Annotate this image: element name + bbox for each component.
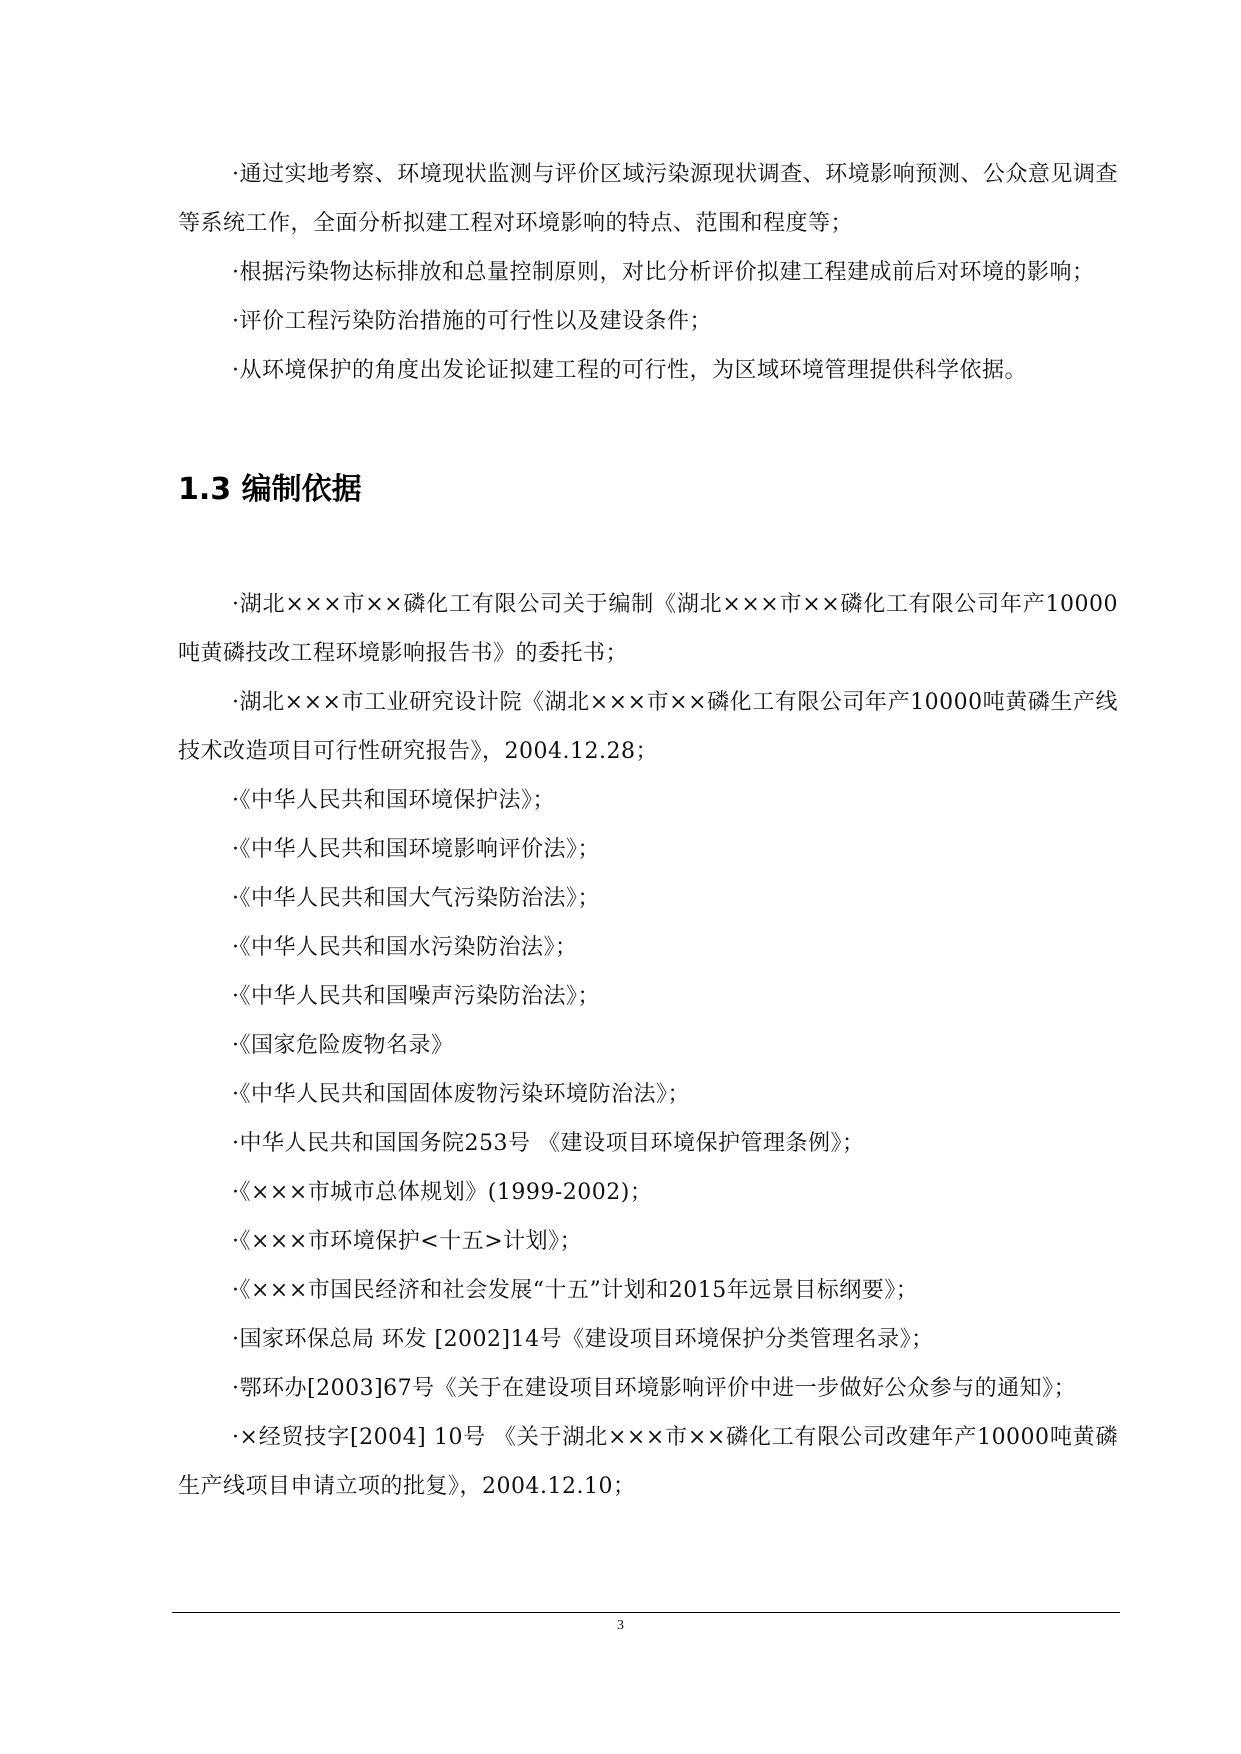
- basis-item: ·湖北×××市××磷化工有限公司关于编制《湖北×××市××磷化工有限公司年产10000吨黄磷技改工程环境影响报告书》的委托书；: [178, 592, 1118, 666]
- objectives-list: [178, 150, 1118, 395]
- basis-list: [178, 580, 1118, 1511]
- basis-item: ·《中华人民共和国水污染防治法》；: [232, 935, 578, 960]
- basis-item: ·《中华人民共和国环境影响评价法》；: [232, 837, 600, 862]
- basis-item: ·《×××市环境保护<十五>计划》；: [232, 1229, 583, 1254]
- objective-item-3: ·评价工程污染防治措施的可行性以及建设条件；: [232, 309, 712, 334]
- basis-item: ·《国家危险废物名录》: [232, 1033, 454, 1058]
- footer-divider: [172, 1612, 1120, 1613]
- basis-item: ·×经贸技字[2004] 10号 《关于湖北×××市××磷化工有限公司改建年产10000吨黄磷生产线项目申请立项的批复》，2004.12.10；: [178, 1425, 1118, 1499]
- objective-item-1: ·通过实地考察、环境现状监测与评价区域污染源现状调查、环境影响预测、公众意见调查等系统工作，全面分析拟建工程对环境影响的特点、范围和程度等；: [178, 162, 1118, 236]
- basis-item: ·中华人民共和国国务院253号 《建设项目环境保护管理条例》；: [232, 1131, 865, 1156]
- section-heading: 1.3 编制依据: [178, 472, 362, 507]
- objective-item-2: ·根据污染物达标排放和总量控制原则，对比分析评价拟建工程建成前后对环境的影响；: [232, 260, 1095, 285]
- basis-item: ·《×××市国民经济和社会发展“十五”计划和2015年远景目标纲要》；: [232, 1278, 919, 1303]
- basis-item: ·《中华人民共和国大气污染防治法》；: [232, 886, 600, 911]
- basis-item: ·《中华人民共和国固体废物污染环境防治法》；: [232, 1082, 690, 1107]
- basis-item: ·《中华人民共和国噪声污染防治法》；: [232, 984, 600, 1009]
- basis-item: ·《×××市城市总体规划》(1999-2002)；: [232, 1180, 653, 1205]
- page-number: 3: [617, 1618, 624, 1633]
- basis-item: ·湖北×××市工业研究设计院《湖北×××市××磷化工有限公司年产10000吨黄磷生产线技术改造项目可行性研究报告》，2004.12.28；: [178, 690, 1118, 764]
- objective-item-4: ·从环境保护的角度出发论证拟建工程的可行性，为区域环境管理提供科学依据。: [232, 358, 1027, 383]
- basis-item: ·鄂环办[2003]67号《关于在建设项目环境影响评价中进一步做好公众参与的通知》；: [232, 1376, 1077, 1401]
- basis-item: ·《中华人民共和国环境保护法》；: [232, 788, 555, 813]
- basis-item: ·国家环保总局 环发 [2002]14号《建设项目环境保护分类管理名录》；: [232, 1327, 934, 1352]
